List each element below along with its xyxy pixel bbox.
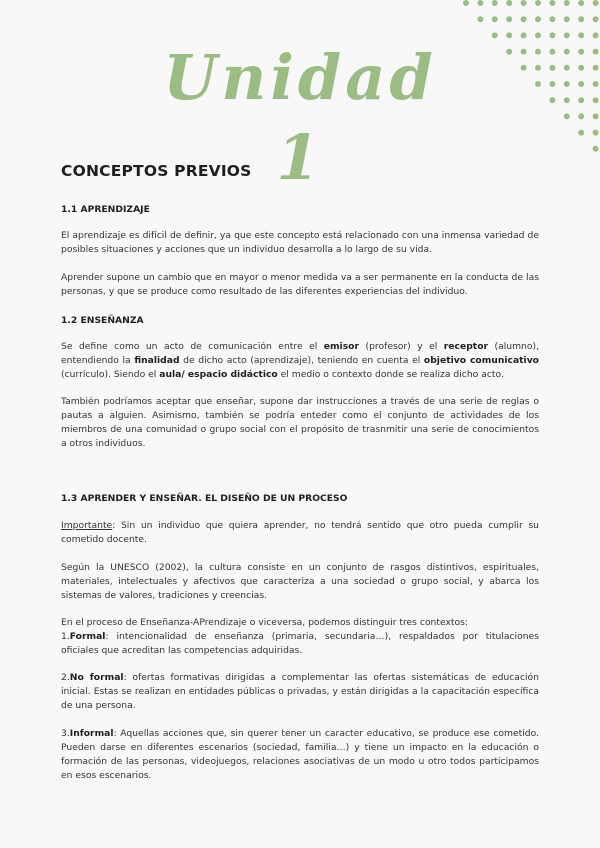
- decorative-dot: [564, 0, 570, 6]
- paragraph: Según la UNESCO (2002), la cultura consiste en un conjunto de rasgos distintivos, espirituales, materiales, intelectuales y afectivos que caracteriza a una sociedad o grupo social, y abarca los sistemas de valores, tradiciones y creencias.: [61, 562, 539, 601]
- text: Se define como un acto de comunicación entre el: [61, 341, 324, 352]
- context-item-no-formal: 2.No formal: ofertas formativas dirigidas a complementar las ofertas sistemáticas de educación inicial. Estas se realizan en entidades públicas o privadas, y están dirigidas a la capacitación específica de una persona.: [61, 672, 539, 711]
- decorative-dot: [593, 32, 599, 38]
- decorative-dot: [521, 32, 527, 38]
- heading-aprender-ensenar: 1.3 APRENDER Y ENSEÑAR. EL DISEÑO DE UN PROCESO: [61, 493, 348, 504]
- decorative-dot: [521, 16, 527, 22]
- decorative-dot: [549, 16, 555, 22]
- decorative-dot: [477, 16, 483, 22]
- importante-label: Importante: [61, 520, 113, 531]
- contexts-intro: En el proceso de Enseñanza-APrendizaje o viceversa, podemos distinguir tres contextos:: [61, 617, 469, 628]
- decorative-dot: [549, 32, 555, 38]
- decorative-dot: [578, 97, 584, 103]
- decorative-dot: [578, 65, 584, 71]
- decorative-dot: [463, 0, 469, 6]
- decorative-dot: [564, 49, 570, 55]
- paragraph: [61, 519, 539, 547]
- heading-ensenanza: 1.2 ENSEÑANZA: [61, 315, 144, 326]
- decorative-dot: [593, 97, 599, 103]
- decorative-dot: [593, 16, 599, 22]
- text: (alumno), entendiendo la: [61, 341, 539, 366]
- decorative-dot: [492, 32, 498, 38]
- term-objetivo: objetivo comunicativo: [423, 355, 539, 366]
- decorative-dot: [593, 49, 599, 55]
- decorative-dot: [564, 97, 570, 103]
- decorative-dot: [564, 81, 570, 87]
- decorative-dot: [535, 49, 541, 55]
- section-title: CONCEPTOS PREVIOS: [61, 162, 252, 180]
- decorative-dot: [506, 16, 512, 22]
- heading-aprendizaje: 1.1 APRENDIZAJE: [61, 204, 150, 215]
- decorative-dot: [564, 16, 570, 22]
- text: de dicho acto (aprendizaje), teniendo en cuenta el: [179, 355, 424, 366]
- decorative-dot: [506, 49, 512, 55]
- decorative-dot: [593, 146, 599, 152]
- text: el medio o contexto donde se realiza dicho acto.: [277, 369, 504, 380]
- decorative-dot: [593, 0, 599, 6]
- decorative-dot: [564, 32, 570, 38]
- decorative-dot: [564, 65, 570, 71]
- decorative-dot: [535, 65, 541, 71]
- term-receptor: receptor: [443, 341, 489, 352]
- decorative-dot: [535, 0, 541, 6]
- paragraph: También podríamos aceptar que enseñar, supone dar instrucciones a través de una serie de reglas o pautas a alguien. Asimismo, también se podría enteder como el conjunto de actividades de los miembros de una comunidad o grupo social con el propósito de trasnmitir una serie de conocimientos a otros individuos.: [61, 396, 539, 449]
- decorative-dot: [578, 81, 584, 87]
- paragraph: Aprender supone un cambio que en mayor o menor medida va a ser permanente en la conducta de las personas, y que se produce como resultado de las diferentes experiencias del individuo.: [61, 272, 539, 297]
- decorative-dot: [578, 49, 584, 55]
- context-item-informal: 3.Informal: Aquellas acciones que, sin querer tener un caracter educativo, se produce ese cometido. Pueden darse en diferentes escenarios (sociedad, familia…) y tiene un impacto en la educación o formación de las personas, videojuegos, relaciones asociativas de un modo u otro todos participamos en esos escenarios.: [61, 728, 539, 781]
- decorative-dot: [578, 130, 584, 136]
- term-finalidad: finalidad: [134, 355, 180, 366]
- decorative-dot: [593, 65, 599, 71]
- decorative-dot: [549, 49, 555, 55]
- decorative-dot: [593, 81, 599, 87]
- decorative-dot: [549, 65, 555, 71]
- decorative-dot: [549, 0, 555, 6]
- decorative-dot: [506, 0, 512, 6]
- decorative-dot: [549, 97, 555, 103]
- decorative-dot: [564, 113, 570, 119]
- text: (profesor) y el: [359, 341, 444, 352]
- decorative-dot: [477, 0, 483, 6]
- unit-title: Unidad 1: [163, 41, 437, 194]
- decorative-dot: [535, 81, 541, 87]
- paragraph: [61, 340, 539, 382]
- decorative-dot: [521, 65, 527, 71]
- decorative-dot: [578, 0, 584, 6]
- text: : Sin un individuo que quiera aprender, no tendrá sentido que otro pueda cumplir su cometido docente.: [61, 520, 539, 545]
- decorative-dot: [535, 16, 541, 22]
- decorative-dot: [578, 32, 584, 38]
- decorative-dot: [549, 81, 555, 87]
- decorative-dot: [578, 113, 584, 119]
- decorative-dot: [593, 113, 599, 119]
- decorative-dot: [521, 49, 527, 55]
- term-emisor: emisor: [323, 341, 360, 352]
- decorative-dot: [506, 32, 512, 38]
- paragraph: El aprendizaje es difícil de definir, ya que este concepto está relacionado con una inmensa variedad de posibles situaciones y acciones que un individuo desarrolla a lo largo de su vida.: [61, 230, 539, 255]
- decorative-dot: [492, 0, 498, 6]
- decorative-dot: [521, 0, 527, 6]
- decorative-dot: [578, 16, 584, 22]
- term-aula: aula/ espacio didáctico: [159, 369, 278, 380]
- context-item-formal: 1.Formal: intencionalidad de enseñanza (primaria, secundaria…), respaldados por titulaciones oficiales que acreditan las competencias adquiridas.: [61, 631, 539, 656]
- text: (currículo). Siendo el: [61, 369, 160, 380]
- decorative-dot: [593, 130, 599, 136]
- decorative-dot: [535, 32, 541, 38]
- decorative-dot: [492, 16, 498, 22]
- paragraph: [61, 616, 539, 658]
